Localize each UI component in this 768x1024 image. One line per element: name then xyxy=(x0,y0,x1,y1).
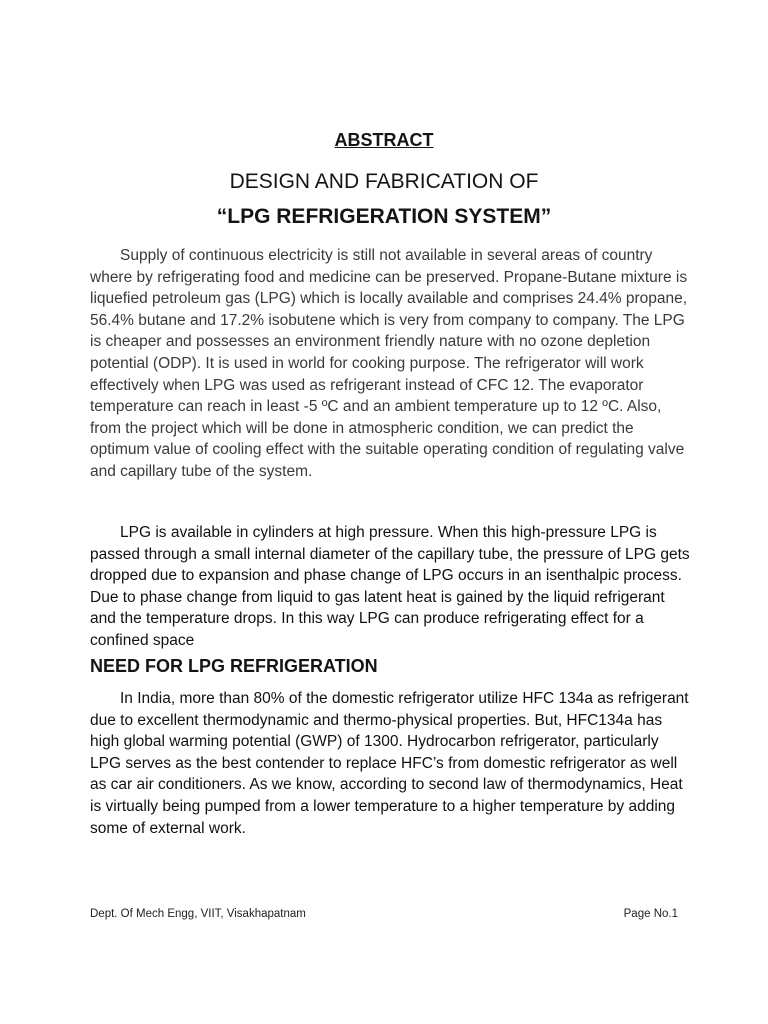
section-heading: NEED FOR LPG REFRIGERATION xyxy=(90,656,378,676)
abstract-paragraph-1: Supply of continuous electricity is still not available in several areas of country where by refrigerating food and medicine can be preserved. Propane-Butane mixture is liquefied petroleum gas (LPG) which is locally available and comprises 24.4% propane, 56.4% butane and 17.2% isobutene which is very from company to company. The LPG is cheaper and possesses an environment friendly nature with no ozone depletion potential (ODP). It is used in world for cooking purpose. The refrigerator will work effectively when LPG was used as refrigerant instead of CFC 12. The evaporator temperature can reach in least -5 ºC and an ambient temperature up to 12 ºC. Also, from the project which will be done in atmospheric condition, we can predict the optimum value of cooling effect with the suitable operating condition of regulating valve and capillary tube of the system. xyxy=(90,247,688,480)
footer-department: Dept. Of Mech Engg, VIIT, Visakhapatnam xyxy=(90,908,306,920)
title-line-2: “LPG REFRIGERATION SYSTEM” xyxy=(216,205,552,228)
section-paragraph: In India, more than 80% of the domestic refrigerator utilize HFC 134a as refrigerant due to excellent thermodynamic and thermo-physical properties. But, HFC134a has high global warming potential (GWP) of 1300. Hydrocarbon refrigerator, particularly LPG serves as the best contender to replace HFC’s from domestic refrigerator as well as car air conditioners. As we know, according to second law of thermodynamics, Heat is virtually being pumped from a lower temperature to a higher temperature by adding some of external work. xyxy=(90,690,689,837)
title-line-1: DESIGN AND FABRICATION OF xyxy=(229,170,539,193)
abstract-heading: ABSTRACT xyxy=(334,130,434,150)
footer-page-number: Page No.1 xyxy=(623,908,678,920)
abstract-paragraph-2: LPG is available in cylinders at high pressure. When this high-pressure LPG is passed through a small internal diameter of the capillary tube, the pressure of LPG gets dropped due to expansion and phase change of LPG occurs in an isenthalpic process. Due to phase change from liquid to gas latent heat is gained by the liquid refrigerant and the temperature drops. In this way LPG can produce refrigerating effect for a confined space xyxy=(90,524,690,649)
